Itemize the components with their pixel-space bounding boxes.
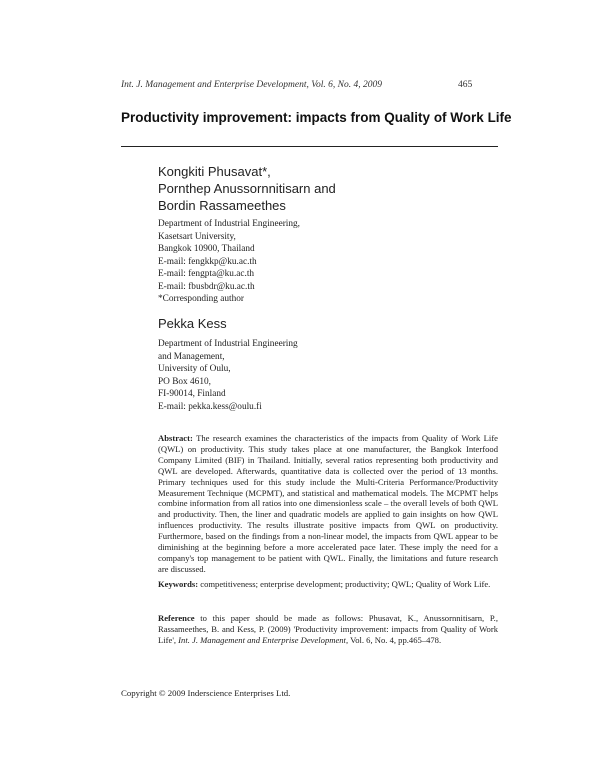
reference-text: to this paper should be made as follows: Phusavat, K., Anussornnitisarn, P., Rassameethes, B. and Kess, P. (2009) 'Productivity improvement: impacts from Quality of Work Life', <box>158 613 498 645</box>
email-link[interactable]: E-mail: pekka.kess@oulu.fi <box>158 401 262 412</box>
keywords-label: Keywords: <box>158 579 199 589</box>
author-block <box>158 163 336 214</box>
reference-journal: Int. J. Management and Enterprise Development <box>178 634 346 645</box>
affiliation-line: Kasetsart University, <box>158 231 236 242</box>
paper-title: Productivity improvement: impacts from Quality of Work Life <box>121 110 512 125</box>
keywords-text: competitiveness; enterprise development; productivity; QWL; Quality of Work Life. <box>200 579 491 589</box>
reference-tail: , Vol. 6, No. 4, pp.465–478. <box>345 634 442 645</box>
copyright: Copyright © 2009 Inderscience Enterprises Ltd. <box>121 688 291 698</box>
author-line-3: Bordin Rassameethes <box>158 198 286 213</box>
email-link[interactable]: E-mail: fengkkp@ku.ac.th <box>158 256 257 267</box>
affiliation-2 <box>158 338 298 413</box>
abstract-text: The research examines the characteristics of the impacts from Quality of Work Life (QWL) on productivity. This study takes place at one manufacturer, the Bangkok Interfood Company Limited (BIF) in Thailand. Initially, several ratios representing both productivity and QWL are developed. Afterwards, quantitative data is collected over the period of 13 months. Primary techniques used for this study include the Multi-Criteria Performance/Productivity Measurement Technique (MCPMT), and statistical and mathematical models. The MCPMT helps combine information from all ratios into one dimensionless scale – the overall levels of both QWL and productivity. Then, the liner and quadratic models are applied to gain insights on how QWL influences productivity. The results illustrate positive impacts from QWL on productivity. Furthermore, based on the findings from a non-linear model, the impacts from QWL appear to be diminishing at the beginning before a more accelerated pace later. These imply the need for a company's top management to be patient with QWL. Finally, the limitations and future research are discussed. <box>158 433 498 574</box>
affiliation-line: Department of Industrial Engineering, <box>158 219 300 229</box>
running-head: Int. J. Management and Enterprise Development, Vol. 6, No. 4, 2009 <box>121 80 382 90</box>
abstract <box>158 433 498 575</box>
corresponding-note: *Corresponding author <box>158 294 244 304</box>
affiliation-line: Bangkok 10900, Thailand <box>158 244 255 254</box>
affiliation-line: and Management, <box>158 351 225 362</box>
email-link[interactable]: E-mail: fbusbdr@ku.ac.th <box>158 281 255 292</box>
email-link[interactable]: E-mail: fengpta@ku.ac.th <box>158 269 255 279</box>
author-line-2: Pornthep Anussornnitisarn and <box>158 181 336 196</box>
abstract-label: Abstract: <box>158 433 193 443</box>
affiliation-line: Department of Industrial Engineering <box>158 339 298 349</box>
title-rule <box>121 146 498 147</box>
author-line-1: Kongkiti Phusavat*, <box>158 164 271 179</box>
affiliation-line: PO Box 4610, <box>158 376 211 387</box>
reference <box>158 613 498 646</box>
keywords <box>158 579 498 590</box>
author-2: Pekka Kess <box>158 316 227 331</box>
page-number: 465 <box>458 80 473 90</box>
affiliation-1 <box>158 218 300 306</box>
affiliation-line: University of Oulu, <box>158 364 231 374</box>
reference-label: Reference <box>158 613 195 623</box>
affiliation-line: FI-90014, Finland <box>158 389 226 399</box>
